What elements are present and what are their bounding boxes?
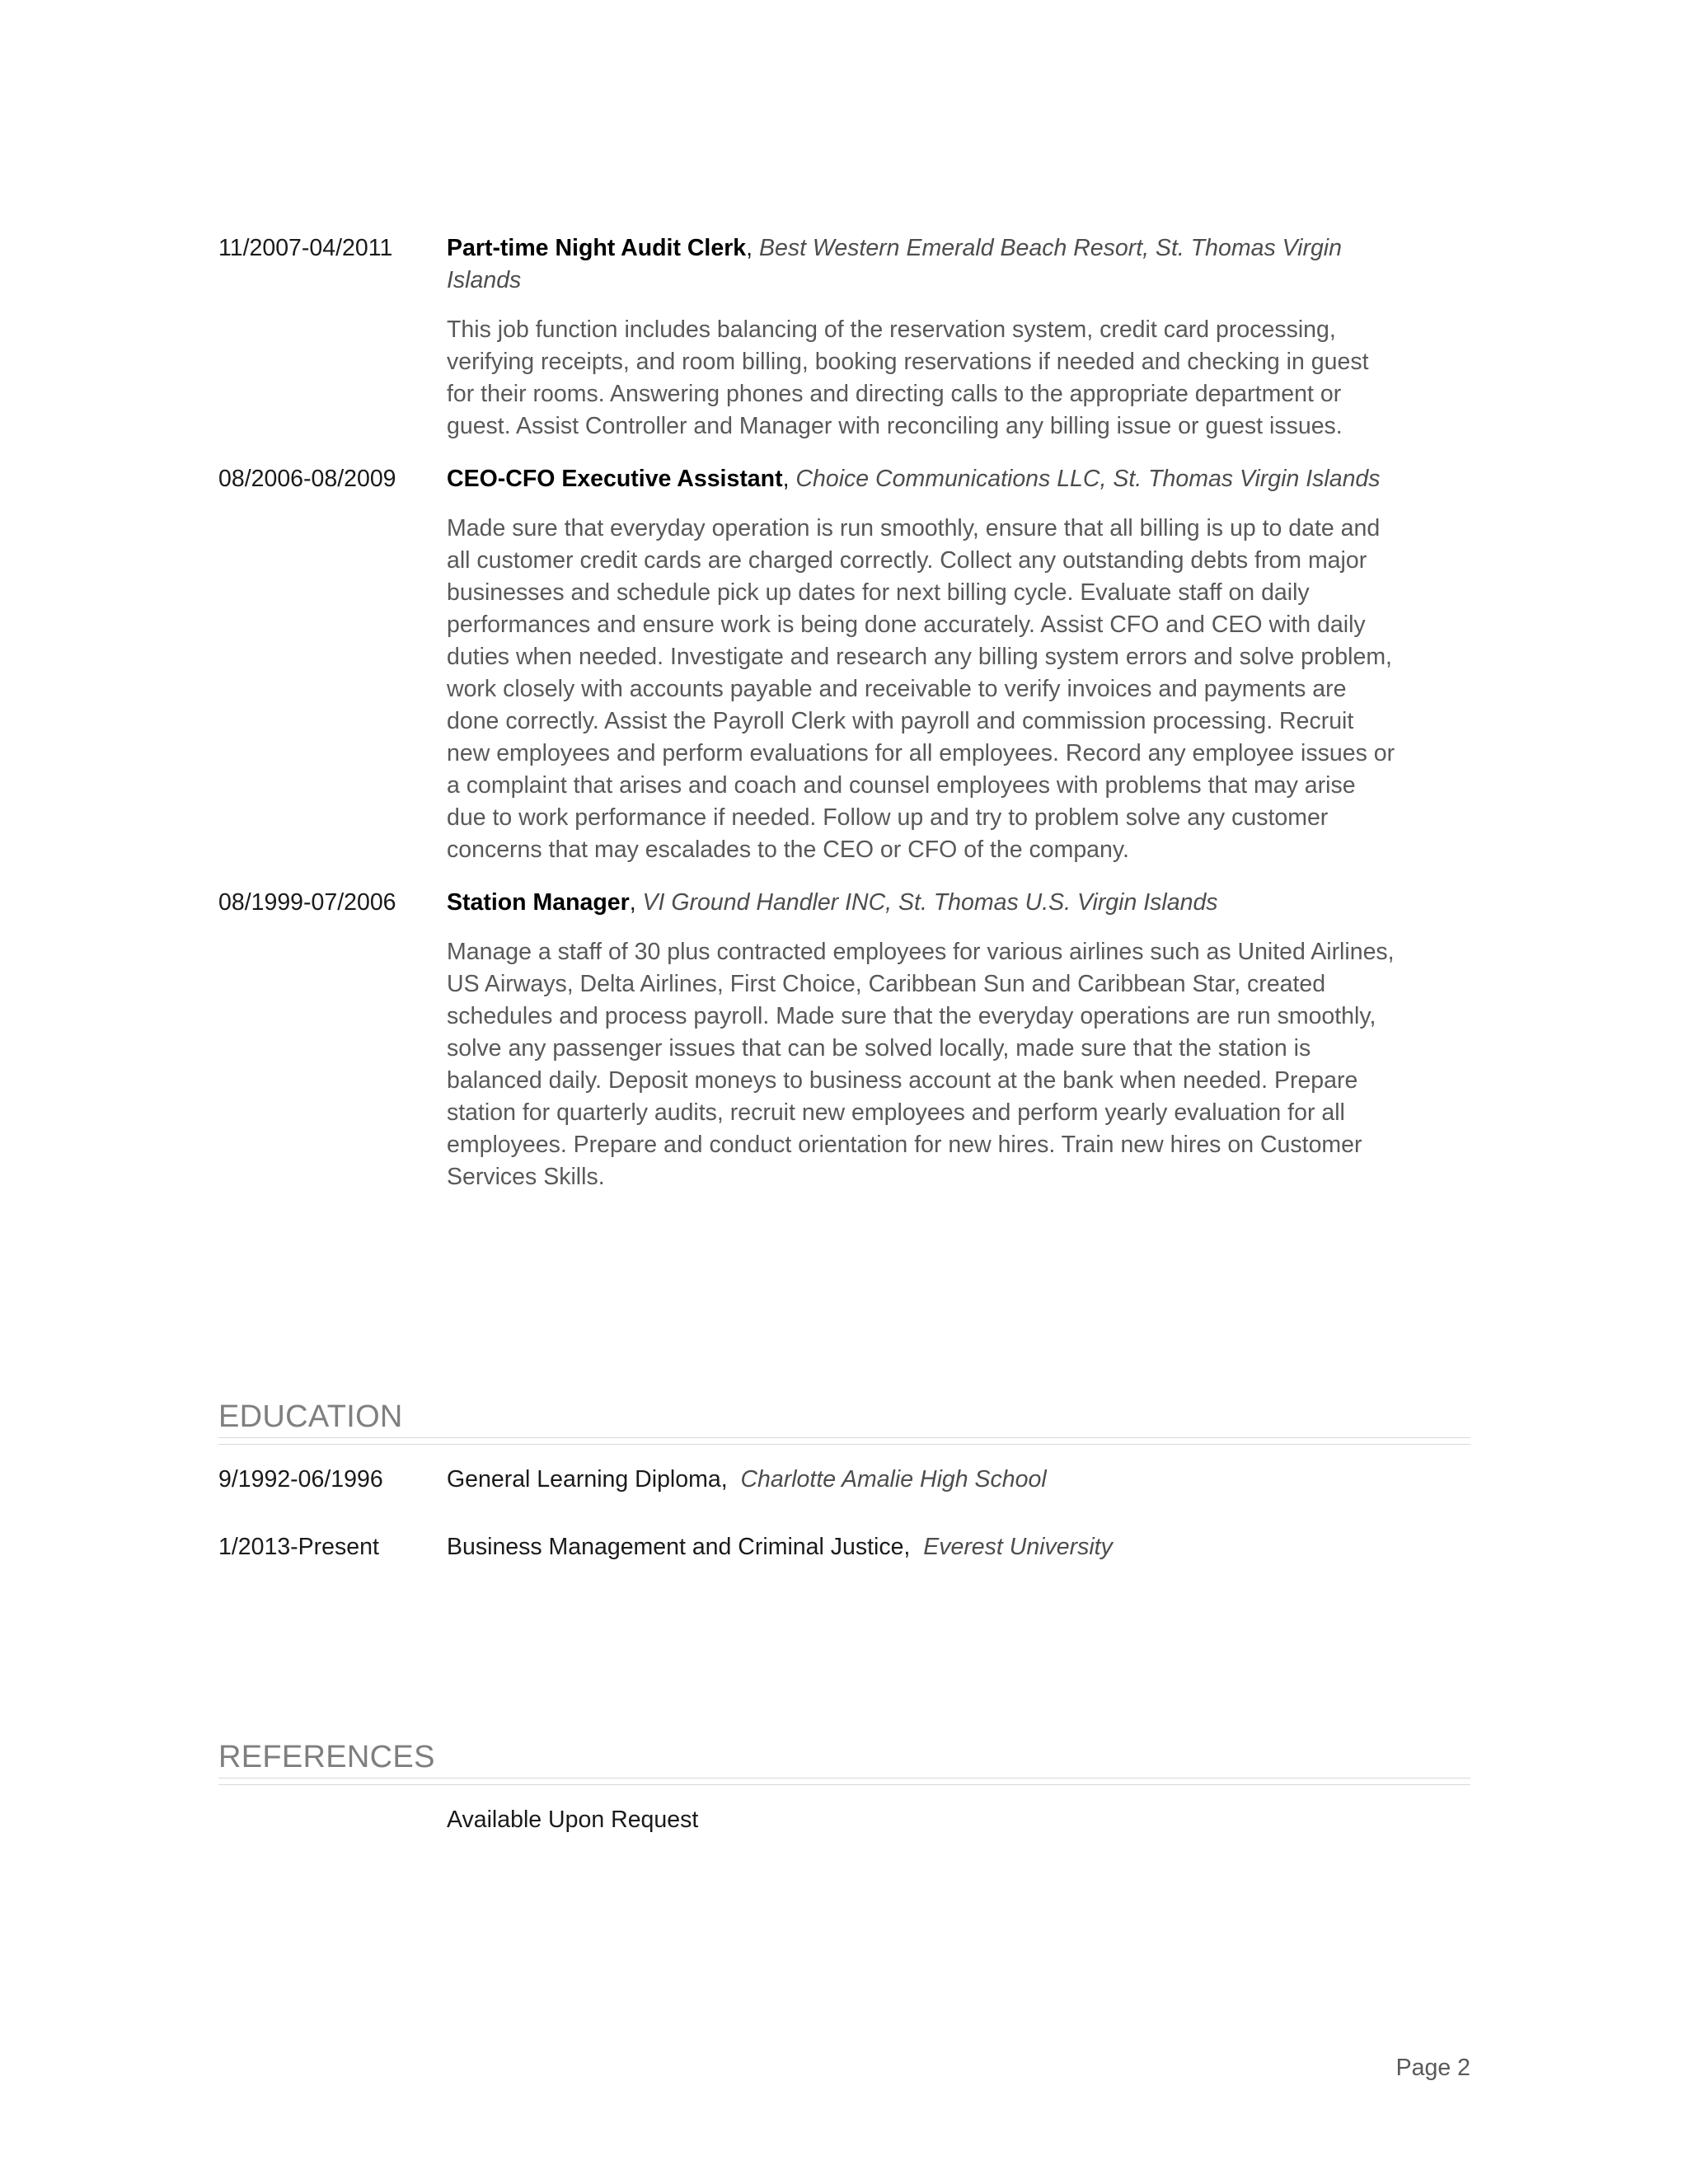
experience-section (218, 232, 1471, 1214)
education-school: Everest University (923, 1534, 1113, 1560)
references-rule-bottom (218, 1784, 1470, 1785)
job-company: Best Western Emerald Beach Resort, St. Thomas Virgin Islands (447, 235, 1342, 293)
education-item (218, 1464, 1047, 1496)
job-entry-executive-assistant (218, 463, 1471, 866)
job-title-line: Station Manager, VI Ground Handler INC, St. Thomas U.S. Virgin Islands (447, 889, 1218, 916)
references-rule-top (218, 1778, 1470, 1779)
references-row (218, 1804, 698, 1836)
job-dates: 08/1999-07/2006 (218, 889, 396, 916)
education-heading: EDUCATION (218, 1399, 403, 1434)
education-detail (447, 1464, 1047, 1496)
education-dates: 9/1992-06/1996 (218, 1466, 383, 1493)
education-degree: Business Management and Criminal Justice, (447, 1534, 911, 1560)
education-dates: 1/2013-Present (218, 1534, 379, 1560)
education-item (218, 1531, 1113, 1563)
job-company: VI Ground Handler INC, St. Thomas U.S. Virgin Islands (642, 889, 1218, 916)
references-heading: REFERENCES (218, 1740, 435, 1774)
references-text: Available Upon Request (447, 1807, 699, 1833)
job-description: Made sure that everyday operation is run smoothly, ensure that all billing is up to date and all customer credit cards are charged correctly. Collect any outstanding debts from major businesses and schedule pick up dates for next billing cycle. Evaluate staff on daily performances and ensure work is being done accurately. Assist CFO and CEO with daily duties when needed. Investigate and research any billing system errors and solve problem, work closely with accounts payable and receivable to verify invoices and payments are done correctly. Assist the Payroll Clerk with payroll and commission processing. Recruit new employees and perform evaluations for all employees. Record any employee issues or a complaint that arises and coach and counsel employees with problems that may arise due to work performance if needed. Follow up and try to problem solve any customer concerns that may escalades to the CEO or CFO of the company. (447, 515, 1395, 863)
job-description: Manage a staff of 30 plus contracted employees for various airlines such as United Airlines, US Airways, Delta Airlines, First Choice, Caribbean Sun and Caribbean Star, created schedules and process payroll. Made sure that the everyday operations are run smoothly, solve any passenger issues that can be solved locally, made sure that the station is balanced daily. Deposit moneys to business account at the bank when needed. Prepare station for quarterly audits, recruit new employees and perform yearly evaluation for all employees. Prepare and conduct orientation for new hires. Train new hires on Customer Services Skills. (447, 939, 1395, 1190)
education-school: Charlotte Amalie High School (740, 1466, 1047, 1493)
job-title-line: Part-time Night Audit Clerk, Best Western Emerald Beach Resort, St. Thomas Virgin Islands (447, 235, 1342, 293)
job-dates: 08/2006-08/2009 (218, 466, 396, 492)
education-rule-top (218, 1437, 1470, 1438)
job-header (218, 463, 1471, 495)
education-rule-bottom (218, 1444, 1470, 1445)
job-entry-night-audit (218, 232, 1471, 443)
job-entry-station-manager (218, 887, 1471, 1193)
page-number: Page 2 (1395, 2055, 1470, 2081)
job-title: Part-time Night Audit Clerk (447, 235, 747, 261)
job-title: Station Manager (447, 889, 630, 916)
job-company: Choice Communications LLC, St. Thomas Virgin Islands (795, 466, 1381, 492)
job-title-line: CEO-CFO Executive Assistant, Choice Communications LLC, St. Thomas Virgin Islands (447, 466, 1381, 492)
job-header (218, 887, 1471, 919)
job-dates: 11/2007-04/2011 (218, 235, 393, 261)
references-spacer (218, 1804, 447, 1836)
education-detail (447, 1531, 1113, 1563)
job-description: This job function includes balancing of the reservation system, credit card processing, verifying receipts, and room billing, booking reservations if needed and checking in guest for their rooms. Answering phones and directing calls to the appropriate department or guest. Assist Controller and Manager with reconciling any billing issue or guest issues. (447, 316, 1369, 439)
education-degree: General Learning Diploma, (447, 1466, 728, 1493)
job-header (218, 232, 1471, 297)
job-title: CEO-CFO Executive Assistant (447, 466, 783, 492)
